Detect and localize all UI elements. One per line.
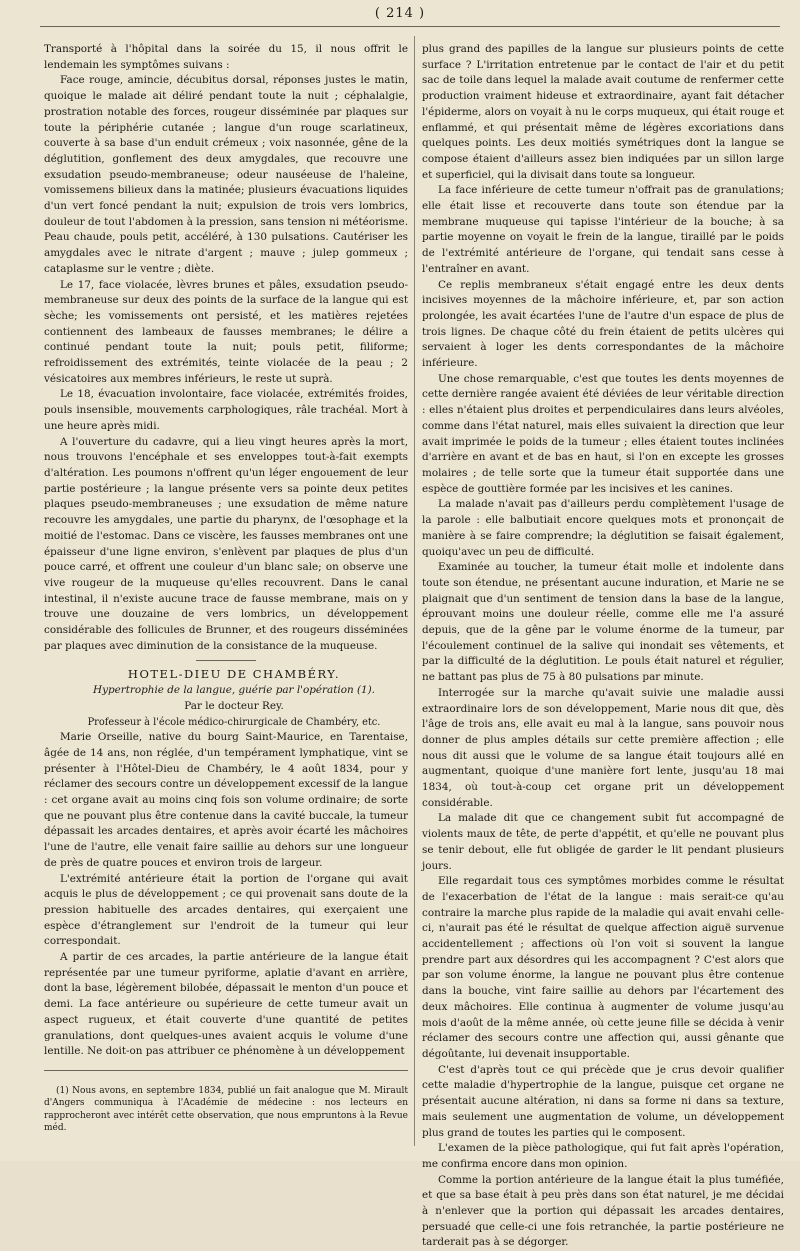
section-subtitle: Hypertrophie de la langue, guérie par l'opération (1). <box>93 684 375 697</box>
paragraph: La face inférieure de cette tumeur n'offrait pas de granulations; elle était lisse et recouverte dans toute son étendue par la membrane muqueuse qui tapisse l'intérieur de la bouche; à sa partie moyenne on voyait le frein de la langue, tiraillé par le poids de l'extrémité antérieure de l'organe, qui tendait sans cesse à l'entraîner en avant. <box>422 184 784 275</box>
section-divider <box>196 660 256 661</box>
section-author: Par le docteur Rey. <box>184 699 284 712</box>
paragraph: A partir de ces arcades, la partie antérieure de la langue était représentée par une tumeur pyriforme, aplatie d'avant en arrière, dont la base, légèrement bilobée, dépassait le menton d'un pouce et demi. La face antérieure ou supérieure de cette tumeur avait un aspect rugueux, et était couverte d'une quantité de petites granulations, dont quelques-unes avaient acquis le volume d'une lentille. Ne doit-on pas attribuer ce phénomène à un développement <box>44 951 408 1058</box>
paragraph: Ce replis membraneux s'était engagé entre les deux dents incisives moyennes de la mâchoire inférieure, et, par son action prolongée, les avait écartées l'une de l'autre d'un espace de plus de trois lignes. De chaque côté du frein étaient de petits ulcères qui servaient à loger les dents correspondantes de la mâchoire inférieure. <box>422 278 784 370</box>
page-number: ( 214 ) <box>374 6 426 21</box>
page-header <box>0 4 800 30</box>
paragraph: C'est d'après tout ce qui précède que je crus devoir qualifier cette maladie d'hypertrophie de la langue, puisque cet organe ne présentait aucune altération, ni dans sa forme ni dans sa texture, mais seulement une augmentation de volume, un développement plus grand de toutes les parties qui le composent. <box>422 1063 784 1139</box>
paragraph: Examinée au toucher, la tumeur était molle et indolente dans toute son étendue, ne présentant aucune induration, et Marie ne se plaignait que d'un sentiment de tension dans la base de la langue, éprouvant moins une douleur réelle, comme elle me l'a assuré depuis, que de la gêne par le volume énorme de la tumeur, par l'écoulement continuel de la salive qui inondait ses vêtements, et par la difficulté de la déglutition. Le pouls était naturel et régulier, ne battant pas plus de 75 à 80 pulsations par minute. <box>422 561 784 684</box>
paragraph: L'examen de la pièce pathologique, qui fut fait après l'opération, me confirma encore dans mon opinion. <box>422 1142 784 1170</box>
right-column <box>422 42 784 1251</box>
paragraph: Comme la portion antérieure de la langue était la plus tuméfiée, et que sa base était à peu près dans son état naturel, je me décidai à n'enlever que la portion qui dépassait les arcades dentaires, persuadé que celle-ci une fois retranchée, la partie postérieure ne tarderait pas à se dégorger. <box>422 1173 784 1249</box>
paragraph: Le 18, évacuation involontaire, face violacée, extrémités froides, pouls insensible, mouvements carphologiques, râle trachéal. Mort à une heure après midi. <box>44 388 408 432</box>
header-rule <box>40 26 780 27</box>
paragraph: plus grand des papilles de la langue sur plusieurs points de cette surface ? L'irritation entretenue par le contact de l'air et du petit sac de toile dans lequel la malade avait coutume de renfermer cette production vraiment hideuse et extraordinaire, ayant fait détacher l'épiderme, alors on voyait à nu le corps muqueux, qui était rouge et enflammé, et qui présentait même de légères excoriations dans quelques points. Les deux moitiés symétriques dont la langue se compose étaient d'ailleurs assez bien indiquées par un sillon large et superficiel, qui la divisait dans toute sa longueur. <box>422 43 784 181</box>
paragraph: Marie Orseille, native du bourg Saint-Maurice, en Tarentaise, âgée de 14 ans, non réglée, d'un tempérament lymphatique, vint se présenter à l'Hôtel-Dieu de Chambéry, le 4 août 1834, pour y réclamer des secours contre un développement excessif de la langue : cet organe avait au moins cinq fois son volume ordinaire; de sorte que ne pouvant plus être contenue dans la cavité buccale, la tumeur dépassait les arcades dentaires, et après avoir écarté les mâchoires l'une de l'autre, elle venait faire saillie au dehors sur une longueur de près de quatre pouces et environ trois de largeur. <box>44 731 408 869</box>
paragraph: Interrogée sur la marche qu'avait suivie une maladie aussi extraordinaire lors de son développement, Marie nous dit que, dès l'âge de trois ans, elle avait eu mal à la langue, sans pouvoir nous donner de plus amples détails sur cette première affection ; elle nous dit aussi que le volume de sa langue était toujours allé en augmentant, quoique d'une manière fort lente, jusqu'au 18 mai 1834, où tout-à-coup cet organe prit un développement considérable. <box>422 686 784 809</box>
paragraph: Transporté à l'hôpital dans la soirée du 15, il nous offrit le lendemain les symptômes suivans : <box>44 43 408 71</box>
paragraph: Face rouge, amincie, décubitus dorsal, réponses justes le matin, quoique le malade ait déliré pendant toute la nuit ; céphalalgie, prostration notable des forces, rougeur disséminée par plaques sur toute la périphérie cutanée ; langue d'un rouge scarlatineux, couverte à sa base d'un enduit crémeux ; voix nasonnée, gêne de la déglutition, gonflement des deux amygdales, que recouvre une exsudation pseudo-membraneuse; odeur nauséeuse de l'haleine, vomissemens bilieux dans la matinée; plusieurs évacuations liquides d'un vert foncé pendant la nuit; expulsion de trois vers lombrics, douleur de tout l'abdomen à la pression, sans tension ni météorisme. Peau chaude, pouls petit, accéléré, à 130 pulsations. Cautériser les amygdales avec le nitrate d'argent ; mauve ; julep gommeux ; cataplasme sur le ventre ; diète. <box>44 74 408 275</box>
section-affiliation: Professeur à l'école médico-chirurgicale de Chambéry, etc. <box>87 716 381 728</box>
footnote: (1) Nous avons, en septembre 1834, publié un fait analogue que M. Mirault d'Angers communiqua à l'Académie de médecine : nos lecteurs en rapprocheront avec intérêt cette observation, que nous empruntons à la Revue méd. <box>44 1086 408 1134</box>
paragraph: L'extrémité antérieure était la portion de l'organe qui avait acquis le plus de développement ; ce qui provenait sans doute de la pression habituelle des arcades dentaires, qui exerçaient une espèce d'étranglement sur l'endroit de la tumeur qui leur correspondait. <box>44 872 408 948</box>
paragraph: La malade dit que ce changement subit fut accompagné de violents maux de tête, de perte d'appétit, et qu'elle ne pouvant plus se tenir debout, elle fut obligée de garder le lit pendant plusieurs jours. <box>422 812 784 872</box>
footnote-rule <box>44 1070 408 1071</box>
section-title: HOTEL-DIEU DE CHAMBÉRY. <box>127 667 341 682</box>
paragraph: Une chose remarquable, c'est que toutes les dents moyennes de cette dernière rangée avaient été déviées de leur véritable direction : elles n'étaient plus droites et perpendiculaires dans leurs alvéoles, comme dans l'état naturel, mais elles suivaient la direction que leur avait imprimée le poids de la tumeur ; elles étaient toutes inclinées d'arrière en avant et de bas en haut, si l'on en excepte les grosses molaires ; de telle sorte que la tumeur était supportée dans une espèce de gouttière formée par les incisives et les canines. <box>422 372 784 495</box>
paragraph: La malade n'avait pas d'ailleurs perdu complètement l'usage de la parole : elle balbutiait encore quelques mots et prononçait de manière à se faire comprendre; la déglutition se faisait également, quoiqu'avec un peu de difficulté. <box>422 498 784 558</box>
paragraph: Elle regardait tous ces symptômes morbides comme le résultat de l'exacerbation de l'état de la langue : mais serait-ce qu'au contraire la marche plus rapide de la maladie qui avait envahi celle-ci, n'aurait pas été le résultat de quelque affection aiguë survenue accidentellement ; affections où l'on voit si souvent la langue prendre part aux désordres qui les accompagnent ? C'est alors que par son volume énorme, la langue ne pouvant plus être contenue dans la bouche, vint faire saillie au dehors par l'écartement des deux mâchoires. Elle continua à augmenter de volume jusqu'au mois d'août de la même année, où cette jeune fille se décida à venir réclamer des secours contre une affection qui, aussi gênante que dégoûtante, lui devenait insupportable. <box>422 875 784 1060</box>
paragraph: Le 17, face violacée, lèvres brunes et pâles, exsudation pseudo-membraneuse sur deux des points de la surface de la langue qui est sèche; les vomissements ont persisté, et les matières rejetées contiennent des lambeaux de fausses membranes; le délire a continué pendant toute la nuit; pouls petit, filiforme; refroidissement des extrémités, teinte violacée de la peau ; 2 vésicatoires aux membres inférieurs, le reste ut suprà. <box>44 278 408 385</box>
column-divider <box>414 36 415 1146</box>
paragraph: A l'ouverture du cadavre, qui a lieu vingt heures après la mort, nous trouvons l'encéphale et ses enveloppes tout-à-fait exempts d'altération. Les poumons n'offrent qu'un léger engouement de leur partie postérieure ; la langue présente vers sa pointe deux petites plaques pseudo-membraneuses ; une exsudation de même nature recouvre les amygdales, une partie du pharynx, de l'œsophage et la moitié de l'estomac. Dans ce viscère, les fausses membranes ont une épaisseur d'une ligne environ, s'enlèvent par plaques de plus d'un pouce carré, et offrent une couleur d'un blanc sale; on observe une vive rougeur de la muqueuse qu'elles recouvrent. Dans le canal intestinal, il n'existe aucune trace de fausse membrane, mais on y trouve une douzaine de vers lombrics, un développement considérable des follicules de Brunner, et des rougeurs disséminées par plaques avec diminution de la consistance de la muqueuse. <box>44 435 408 652</box>
left-column <box>44 42 408 1060</box>
